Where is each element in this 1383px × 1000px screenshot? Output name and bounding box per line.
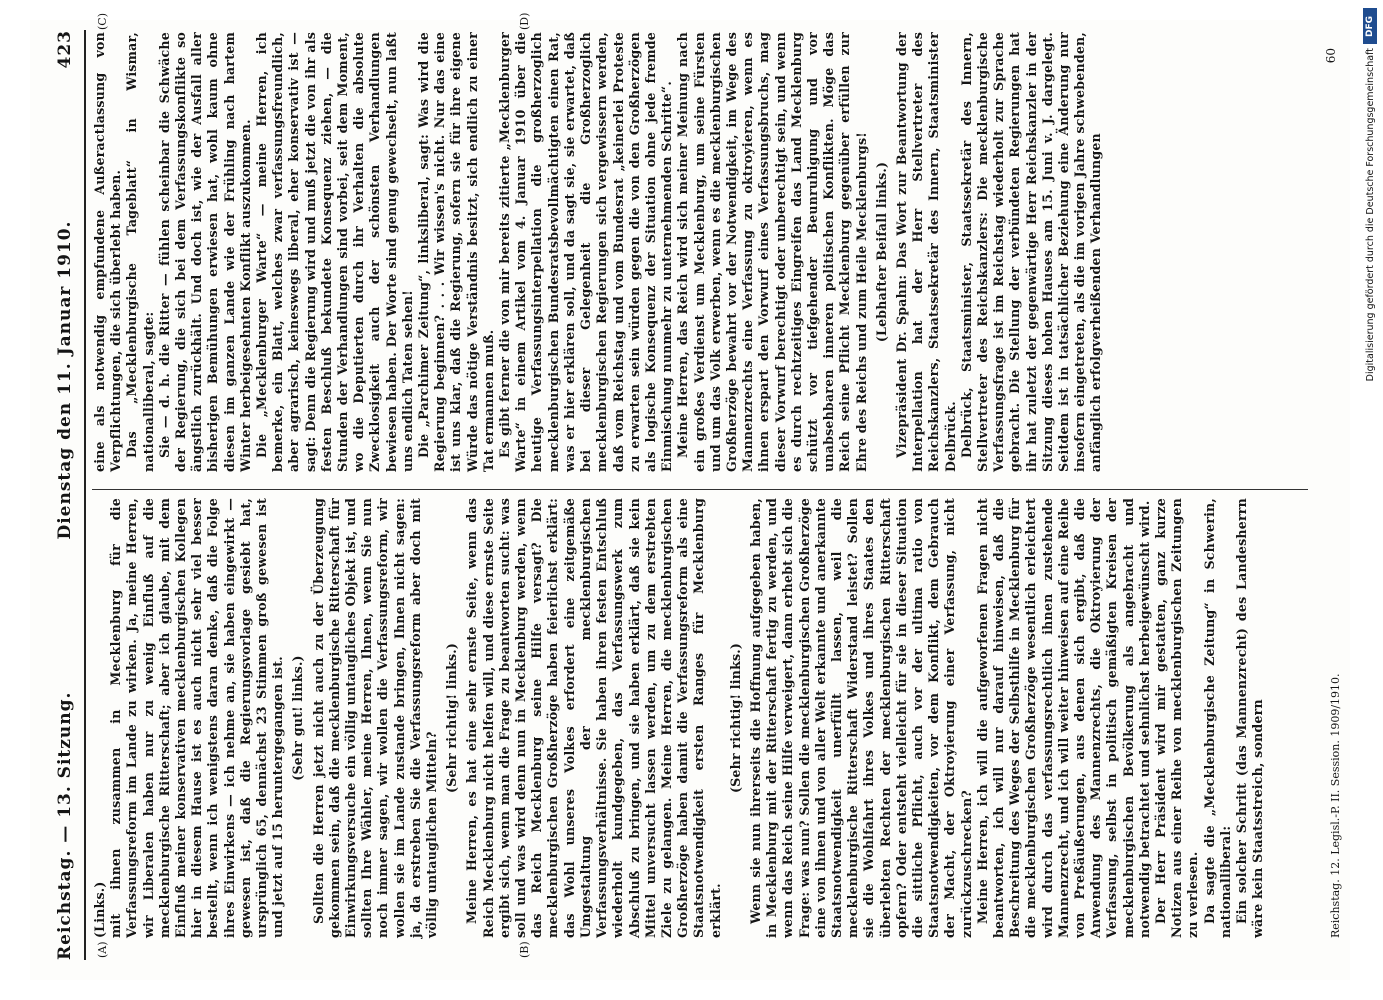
paragraph: Da sagte die „Mecklenburgische Zeitung“ in Schwerin, nationalliberal: xyxy=(1201,498,1233,938)
scanned-page-sheet xyxy=(30,12,1350,980)
rotated-document-page xyxy=(48,12,1348,960)
interjection: (Lebhafter Beifall links.) xyxy=(873,161,889,343)
paragraph: Der Herr Präsident wird mir gestatten, ganz kurze Notizen aus einer Reihe von mecklenburgischen Zeitungen zu verlesen. xyxy=(1153,498,1201,938)
column-divider xyxy=(92,489,1308,490)
running-head xyxy=(48,30,82,960)
paragraph: Meine Herren, das Reich wird sich meiner Meinung nach ein großes Verdienst um Mecklenburg, um seine Fürsten und um das Volk erwerben, wenn es die mecklenburgischen Großherzöge bewahrt vor der Notwendigkeit, im Wege des Mannenzrechts eine Verfassung zu oktroyieren, wenn es ihnen erspart den Vorwurf eines Verfassungsbruchs, mag dieser Vorwurf berechtigt oder unberechtigt sein, und wenn es durch rechtzeitiges Eingreifen das Land Mecklenburg schützt vor tiefgehender Beunruhigung und vor unabsehbaren inneren politischen Konflikten. Möge das Reich seine Pflicht Mecklenburg gegenüber erfüllen zur Ehre des Reichs und zum Heile Mecklenburgs! xyxy=(675,32,869,472)
margin-mark-a: (A) xyxy=(96,941,109,958)
margin-mark-b: (B) xyxy=(518,941,531,958)
paragraph: Meine Herren, ich will die aufgeworfenen Fragen nicht beantworten, ich will nur darauf hinweisen, daß die Beschreitung des Weges der Selbsthilfe in Mecklenburg für die mecklenburgischen Großherzöge wesentlich erleichtert wird durch das verfassungsrechtlich ihnen zustehende Mannenzrecht, und ich will weiter hinweisen auf eine Reihe von Preßäußerungen, aus denen sich ergibt, daß die Anwendung des Mannenzrechts, die Oktroyierung der Verfassung, selbst in politisch gemäßigten Kreisen der mecklenburgischen Bevölkerung als angebracht und notwendig betrachtet und sehnlichst herbeigewünscht wird. xyxy=(974,498,1152,938)
paragraph: Meine Herren, es hat eine sehr ernste Seite, wenn das Reich Mecklenburg nicht helfen will, und diese ernste Seite ergibt sich, wenn man die Frage zu beantworten sucht: was soll und was wird denn nun in Mecklenburg werden, wenn das Reich Mecklenburg seine Hilfe versagt? Die mecklenburgischen Großherzöge haben feierlichst erklärt: das Wohl unseres Volkes erfordert eine zeitgemäße Umgestaltung der mecklenburgischen Verfassungsverhältnisse. Sie haben ihren festen Entschluß wiederholt kundgegeben, das Verfassungswerk zum Abschluß zu bringen, und sie haben erklärt, daß sie kein Mittel unversucht lassen werden, um zu dem erstrebten Ziele zu gelangen. Meine Herren, die mecklenburgischen Großherzöge haben damit die Verfassungsreform als eine Staatsnotwendigkeit ersten Ranges für Mecklenburg erklärt. xyxy=(464,498,723,938)
paragraph: Das „Mecklenburgische Tageblatt“ in Wismar, nationalliberal, sagte: xyxy=(124,32,156,472)
interjection: (Sehr gut! links.) xyxy=(290,655,306,781)
paragraph: Ein solcher Schritt (das Mannenzrecht) des Landesherrn wäre kein Staatsstreich, sondern xyxy=(1234,498,1266,938)
speaker-paragraph: Delbrück, Staatsminister, Staatssekretär des Innern, Stellvertreter des Reichskanzlers: Die mecklenburgische Verfassungsfrage ist im Reichstag wiederholt zur Sprache gebracht. Die Stellung der verbündeten Regierungen hat ihr hat zuletzt der gegenwärtige Herr Reichskanzler in der Sitzung dieses hohen Hauses am 15. Juni v. J. dargelegt. Seitdem ist in tatsächlicher Beziehung eine Änderung nur insofern eingetreten, als die im vorigen Jahre schwebenden, anfänglich erfolgverheißenden Verhandlungen xyxy=(958,32,1104,472)
paragraph: Es gibt ferner die von mir bereits zitierte „Mecklenburger Warte“ in einem Artikel vom 4. Januar 1910 über die heutige Verfassungsinterpellation die großherzoglich mecklenburgischen Bundesratsbevollmächtigten einen Rat, was er hier erklären soll, und da sagt sie, sie erwartet, daß bei dieser Gelegenheit die Großherzoglich mecklenburgischen Regierungen sich vergewissern werden, daß vom Reichstag und vom Bundesrat „keinerlei Proteste zu erwarten sein würden gegen die von den Großherzögen als logische Konsequenz der Situation ohne jede fremde Einmischung nunmehr zu unternehmenden Schritte“. xyxy=(497,32,675,472)
paragraph: Wenn sie nun ihrerseits die Hoffnung aufgegeben haben, in Mecklenburg mit der Ritterschaft fertig zu werden, und wenn das Reich seine Hilfe verweigert, dann erhebt sich die Frage: was nun? Sollen die mecklenburgischen Großherzöge eine von ihnen und von aller Welt erkannte und anerkannte Staatsnotwendigkeit unerfüllt lassen, weil die mecklenburgische Ritterschaft Widerstand leistet? Sollen sie die Wohlfahrt ihres Volkes und ihres Staates den überlebten Rechten der mecklenburgischen Ritterschaft opfern? Oder entsteht vielleicht für sie in dieser Situation die sittliche Pflicht, auch vor der ultima ratio von Staatsnotwendigkeiten, vor dem Konflikt, dem Gebrauch der Macht, der Oktroyierung einer Verfassung, nicht zurückzuschrecken? xyxy=(747,498,974,938)
running-head-date: Dienstag den 11. Januar 1910. xyxy=(55,220,75,540)
paragraph: Die „Mecklenburger Warte“ — meine Herren, ich bemerke, ein Blatt, welches zwar verfassungsfreundlich, aber agrarisch, keineswegs liberal, eher konservativ ist — sagt: Denn die Regierung wird und muß jetzt die von ihr als festen Beschluß bekundete Konsequenz ziehen, — die Stunden der Verhandlungen sind vorbei, seit dem Moment, wo die Deputierten durch ihr Verhalten die absolute Zwecklosigkeit auch der schönsten Verhandlungen bewiesen haben. Der Worte sind genug gewechselt, nun laßt uns endlich Taten sehen! xyxy=(254,32,415,472)
interjection: (Sehr richtig! links.) xyxy=(444,642,460,794)
paragraph: Die „Parchimer Zeitung“, linksliberal, sagt: Was wird die Regierung beginnen? . . . Wir wissen's nicht. Nur das eine ist uns klar, daß die Regierung, sofern sie für ihre eigene Würde das nötige Verständnis besitzt, sich endlich zu einer Tat ermannen muß. xyxy=(416,32,496,472)
speaker-paragraph: Vizepräsident Dr. Spahn: Das Wort zur Beantwortung der Interpellation hat der Herr Stellvertreter des Reichskanzlers, Staatssekretär des Innern, Staatsminister Delbrück. xyxy=(893,32,958,472)
page-number: 423 xyxy=(55,30,75,69)
paragraph: Sie — d. h. die Ritter — fühlen scheinbar die Schwäche der Regierung, die sich bei dem Verfassungskonflikte so ängstlich zurückhält. Und doch ist, wie der Ausfall aller bisherigen Bemühungen erwiesen hat, wohl kaum ohne diesen im ganzen Lande wie der Frühling nach hartem Winter herbeigesehnten Konflikt auszukommen. xyxy=(156,32,253,472)
left-column xyxy=(92,498,1308,938)
dfg-funding-note: Digitalisierung gefördert durch die Deutsche Forschungsgemeinschaft xyxy=(1365,48,1376,382)
right-column xyxy=(92,32,1308,472)
signature-mark: 60 xyxy=(1324,48,1338,64)
paragraph: eine als notwendig empfundene Außeractlassung von Verpflichtungen, die sich überlebt haben. xyxy=(92,32,124,472)
running-head-left: Reichstag. — 13. Sitzung. xyxy=(55,691,75,960)
margin-mark-c: (C) xyxy=(96,13,109,30)
paragraph: Sollten die Herren jetzt nicht auch zu der Überzeugung gekommen sein, daß die mecklenburgische Ritterschaft für Einwirkungsversuche ein völlig untaugliches Objekt ist, und sollten Ihre Wähler, meine Herren, Ihnen, wenn Sie nun noch immer sagen, wir wollen die Verfassungsreform, wir wollen sie im Lande zustande bringen, Ihnen nicht sagen: ja, da erstreben Sie die Verfassungsreform aber doch mit völlig untauglichen Mitteln? xyxy=(310,498,440,938)
margin-mark-d: (D) xyxy=(518,12,531,30)
paragraph: mit ihnen zusammen in Mecklenburg für die Verfassungsreform im Lande zu wirken. Ja, meine Herren, wir Liberalen haben nur zu wenig Einfluß auf die mecklenburgische Ritterschaft; aber ich glaube, mit dem Einfluß meiner konservativen mecklenburgischen Kollegen hier in diesem Hause ist es auch nicht sehr viel besser bestellt, wenn ich wenigstens daran denke, daß die Folge ihres Einwirkens — ich nehme an, sie haben eingewirkt — gewesen ist, daß die Regierungsvorlage gesiebt hat, ursprünglich 65, dennächst 23 Stimmen groß gewesen ist und jetzt auf 15 heruntergegangen ist. xyxy=(108,498,286,938)
dfg-logo: DFG xyxy=(1363,8,1377,44)
continued-mark: (Links.) xyxy=(92,881,107,938)
header-rule xyxy=(84,30,86,960)
interjection: (Sehr richtig! links.) xyxy=(727,642,743,794)
footer-citation: Reichstag. 12. Legisl.-P. II. Session. 1909/1910. xyxy=(1329,673,1342,938)
